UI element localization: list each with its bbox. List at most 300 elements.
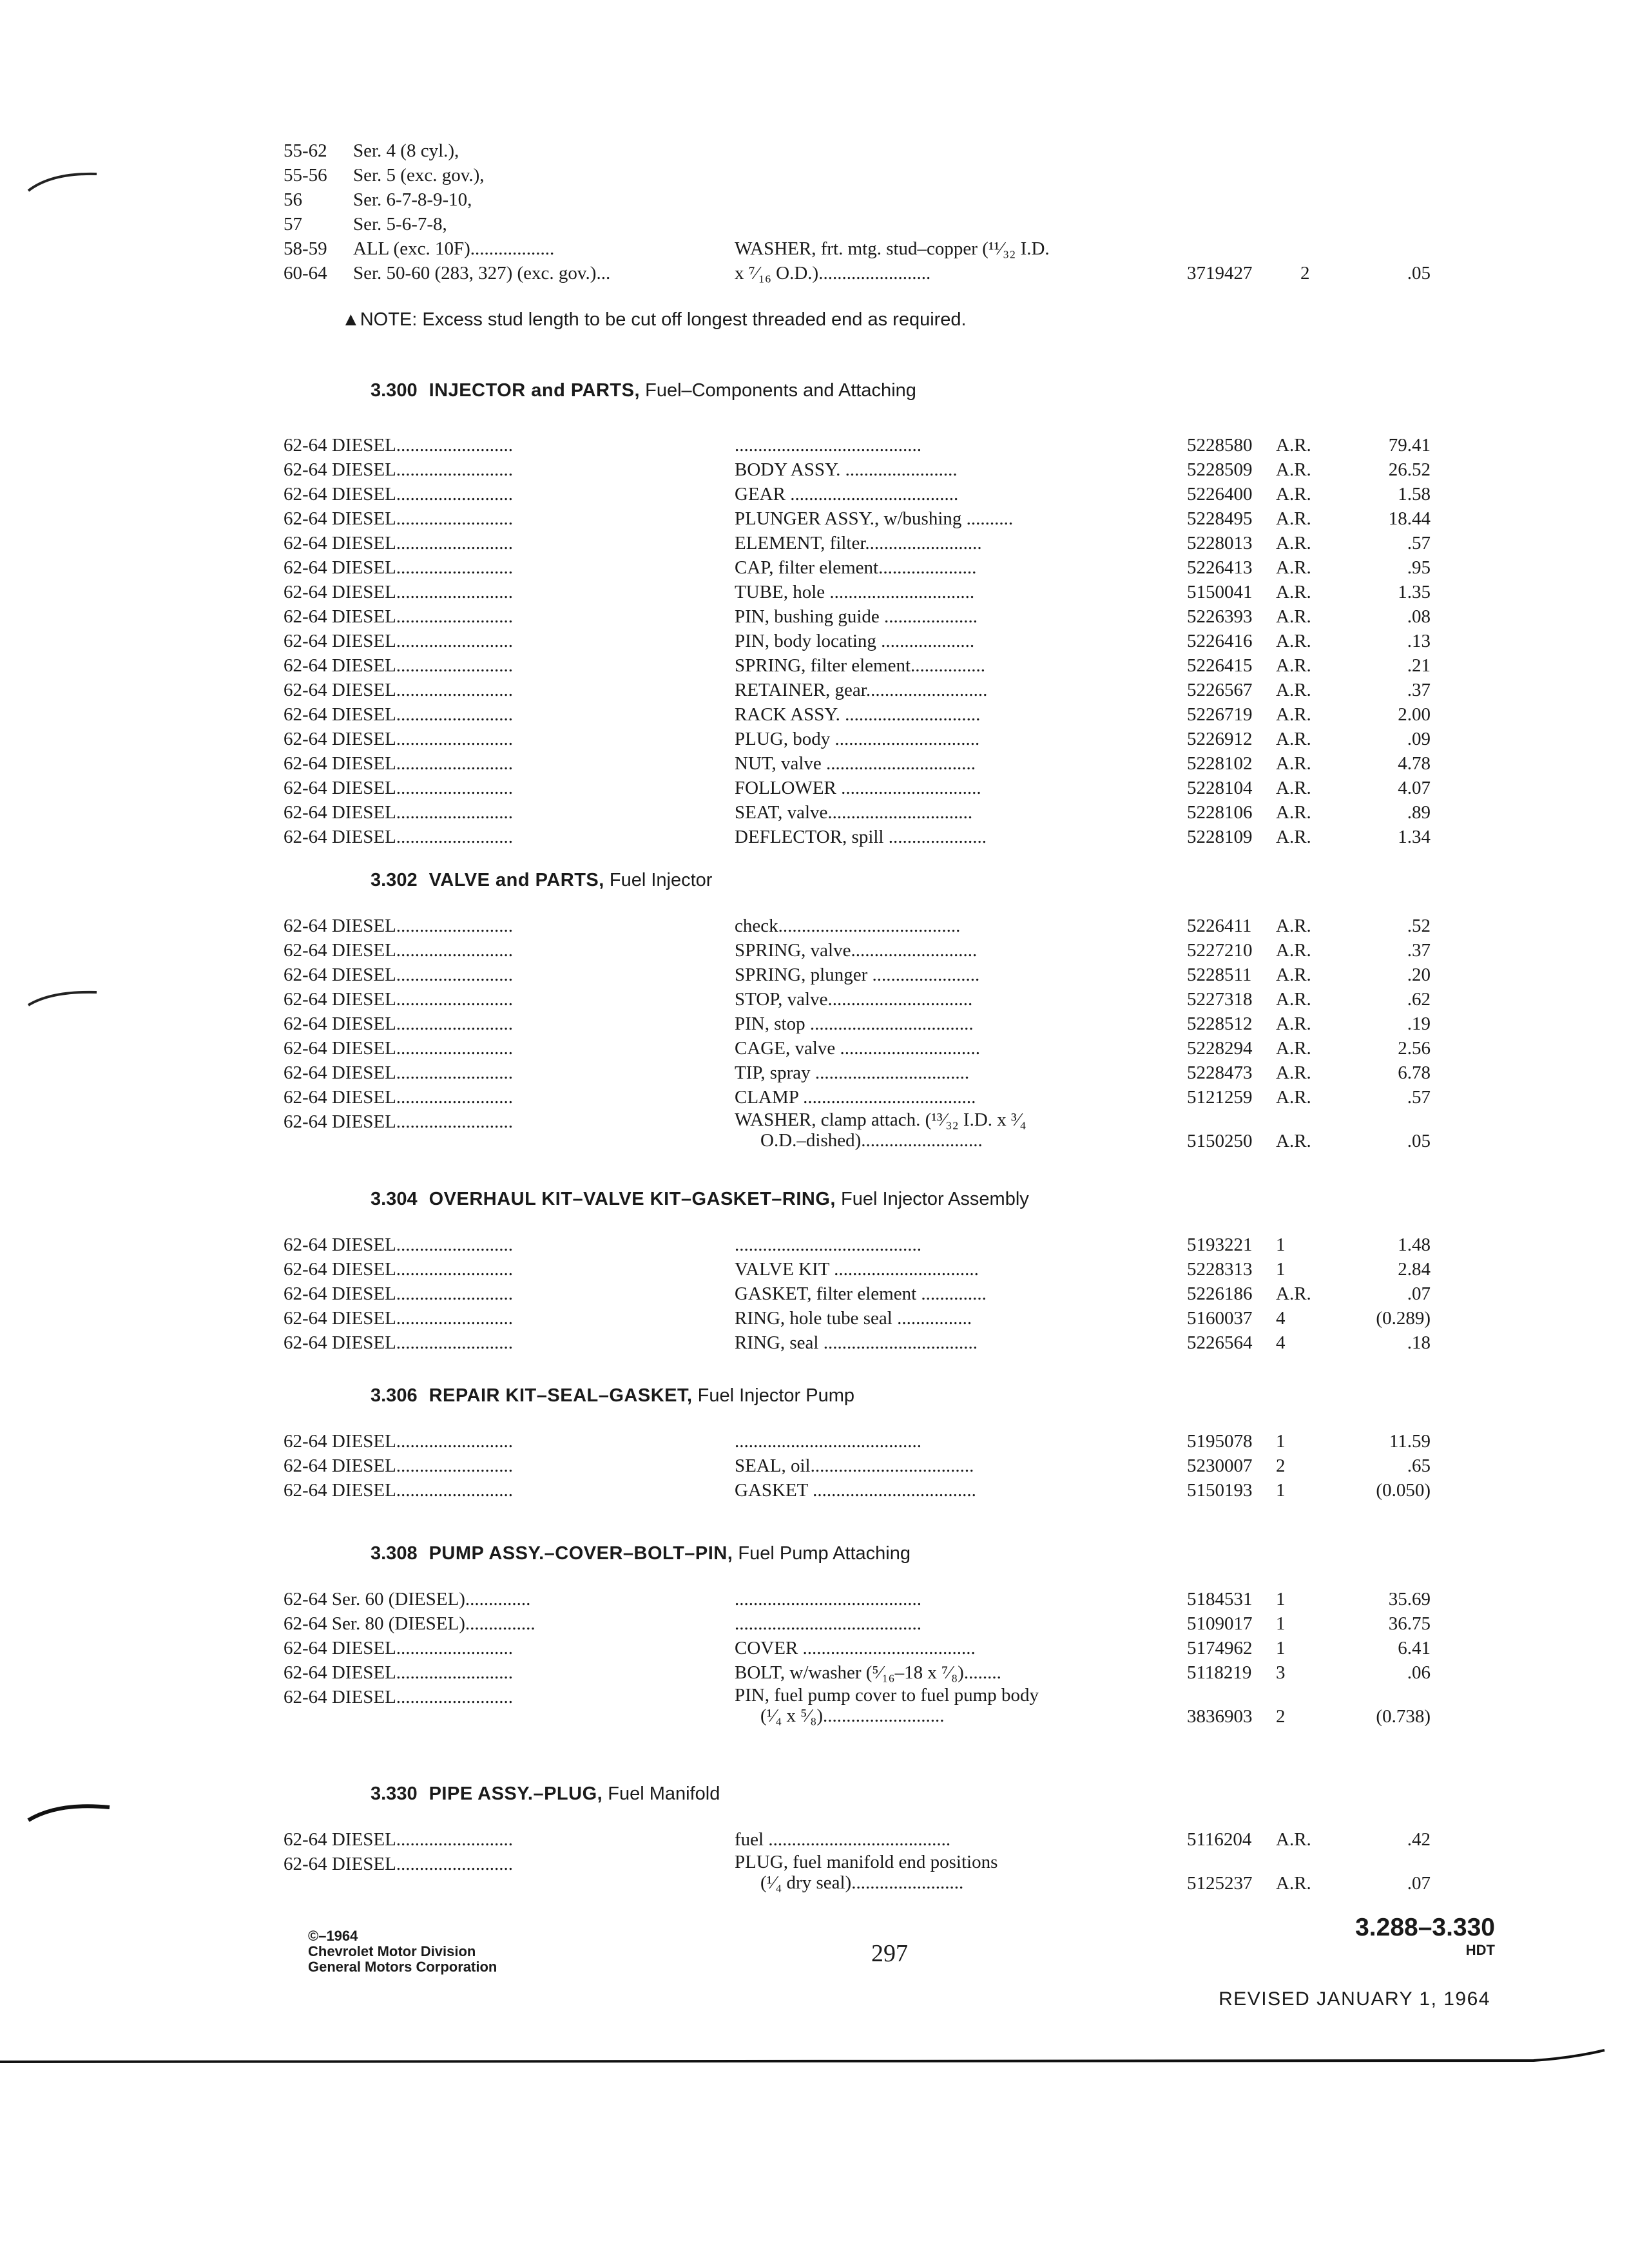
application: 62-64 DIESEL......................... <box>284 1308 514 1329</box>
part-row <box>284 433 1431 457</box>
margin-mark-top <box>26 169 103 195</box>
part-row <box>284 1685 1431 1727</box>
parts-list <box>284 1827 1431 1894</box>
part-row <box>284 531 1431 555</box>
model-series: Ser. 6-7-8-9-10, <box>353 189 472 210</box>
application: 62-64 DIESEL......................... <box>284 1111 514 1132</box>
part-number: 5121259 <box>1187 1087 1253 1108</box>
part-number: 5228104 <box>1187 778 1253 798</box>
description-line: DEFLECTOR, spill ..................... <box>735 827 987 847</box>
part-description <box>735 1331 1179 1355</box>
application: 62-64 DIESEL......................... <box>284 1431 514 1452</box>
description-line: ........................................ <box>735 435 921 456</box>
part-description <box>735 506 1179 531</box>
part-row <box>284 938 1431 963</box>
part-number: 5116204 <box>1187 1829 1252 1850</box>
quantity: 1 <box>1276 1431 1286 1452</box>
intro-row <box>284 163 1431 187</box>
part-description <box>735 678 1179 702</box>
price: 79.41 <box>1388 435 1431 456</box>
section-title: PUMP ASSY.–COVER–BOLT–PIN, <box>429 1543 733 1564</box>
publisher-block <box>308 1928 497 1975</box>
application: 62-64 DIESEL......................... <box>284 1283 514 1304</box>
part-number: 5160037 <box>1187 1308 1253 1329</box>
application: 62-64 DIESEL......................... <box>284 827 514 847</box>
part-row <box>284 1429 1431 1454</box>
description-line: FOLLOWER .............................. <box>735 778 981 798</box>
part-description <box>735 555 1179 580</box>
application: 62-64 DIESEL......................... <box>284 1456 514 1476</box>
quantity: 1 <box>1276 1480 1286 1501</box>
part-row <box>284 1306 1431 1331</box>
application: 62-64 DIESEL......................... <box>284 753 514 774</box>
price: .57 <box>1407 533 1431 553</box>
application: 62-64 DIESEL......................... <box>284 1480 514 1501</box>
part-description <box>735 1611 1179 1636</box>
section-number: 3.304 <box>371 1189 418 1209</box>
application: 62-64 DIESEL......................... <box>284 916 514 936</box>
part-number: 5228509 <box>1187 459 1253 480</box>
price: 4.78 <box>1398 753 1431 774</box>
part-description: x ⁷⁄₁₆ O.D.)........................ <box>735 263 931 284</box>
price: .95 <box>1407 557 1431 578</box>
part-number: 5230007 <box>1187 1456 1253 1476</box>
quantity: A.R. <box>1276 778 1311 798</box>
price: 18.44 <box>1388 508 1431 529</box>
part-row <box>284 1282 1431 1306</box>
part-description <box>735 653 1179 678</box>
description-line: GASKET ................................... <box>735 1480 976 1501</box>
price: .07 <box>1407 1873 1431 1894</box>
price: .05 <box>1407 263 1431 284</box>
description-line: GASKET, filter element .............. <box>735 1283 987 1304</box>
price: .19 <box>1407 1014 1431 1034</box>
model-series: ALL (exc. 10F).................. <box>353 238 555 259</box>
part-number: 5226411 <box>1187 916 1252 936</box>
description-line: TUBE, hole ............................... <box>735 582 975 602</box>
quantity: A.R. <box>1276 631 1311 651</box>
intro-row <box>284 212 1431 236</box>
price: (0.738) <box>1376 1706 1431 1727</box>
section-number: 3.308 <box>371 1543 418 1564</box>
part-number: 5150041 <box>1187 582 1253 602</box>
part-description <box>735 1085 1179 1110</box>
price: 1.35 <box>1398 582 1431 602</box>
part-number: 5226400 <box>1187 484 1253 505</box>
application: 62-64 DIESEL......................... <box>284 940 514 961</box>
part-row <box>284 1036 1431 1061</box>
part-number: 5184531 <box>1187 1589 1253 1610</box>
part-description <box>735 1306 1179 1331</box>
price: 4.07 <box>1398 778 1431 798</box>
quantity: A.R. <box>1276 1087 1311 1108</box>
quantity: 2 <box>1276 1456 1286 1476</box>
application: 62-64 DIESEL......................... <box>284 1854 514 1874</box>
price: 35.69 <box>1388 1589 1431 1610</box>
price: .57 <box>1407 1087 1431 1108</box>
part-row <box>284 629 1431 653</box>
quantity: 1 <box>1276 1589 1286 1610</box>
section-title: VALVE and PARTS, <box>429 870 604 890</box>
application: 62-64 DIESEL......................... <box>284 582 514 602</box>
part-number: 3719427 <box>1187 263 1253 284</box>
quantity: A.R. <box>1276 965 1311 985</box>
price: .07 <box>1407 1283 1431 1304</box>
part-description <box>735 938 1179 963</box>
description-line: NUT, valve ................................ <box>735 753 976 774</box>
part-number: 5226912 <box>1187 729 1253 749</box>
division-name: Chevrolet Motor Division <box>308 1943 476 1959</box>
part-row <box>284 1454 1431 1478</box>
intro-row <box>284 261 1431 285</box>
part-description <box>735 531 1179 555</box>
quantity: A.R. <box>1276 753 1311 774</box>
quantity: A.R. <box>1276 680 1311 700</box>
quantity: A.R. <box>1276 1038 1311 1059</box>
parts-list <box>284 1233 1431 1355</box>
section-number: 3.306 <box>371 1385 418 1406</box>
part-description <box>735 457 1179 482</box>
description-line: RACK ASSY. ............................. <box>735 704 981 725</box>
year-range: 55-62 <box>284 140 327 161</box>
part-row <box>284 604 1431 629</box>
description-line: SPRING, valve........................... <box>735 940 978 961</box>
description-line: PIN, stop ................................... <box>735 1014 974 1034</box>
part-description: WASHER, frt. mtg. stud–copper (¹¹⁄₃₂ I.D. <box>735 238 1050 259</box>
part-number: 5109017 <box>1187 1613 1253 1634</box>
section-subtitle: Fuel Manifold <box>602 1783 720 1804</box>
description-line: SEAT, valve............................... <box>735 802 973 823</box>
description-line: VALVE KIT ............................... <box>735 1259 979 1280</box>
revised-date: REVISED JANUARY 1, 1964 <box>1219 1988 1490 2010</box>
description-continuation: (¹⁄₄ x ⁵⁄₈).......................... <box>760 1706 945 1726</box>
price: .37 <box>1407 940 1431 961</box>
description-line: CAP, filter element..................... <box>735 557 977 578</box>
part-row <box>284 1110 1431 1152</box>
parts-list <box>284 914 1431 1152</box>
parts-list <box>284 1587 1431 1727</box>
quantity: A.R. <box>1276 916 1311 936</box>
part-number: 5228106 <box>1187 802 1253 823</box>
quantity: A.R. <box>1276 827 1311 847</box>
part-description <box>735 1636 1179 1660</box>
quantity: 1 <box>1276 1638 1286 1658</box>
price: .18 <box>1407 1332 1431 1353</box>
application: 62-64 DIESEL......................... <box>284 508 514 529</box>
price: 2.56 <box>1398 1038 1431 1059</box>
part-row <box>284 1012 1431 1036</box>
quantity: 2 <box>1276 1706 1286 1727</box>
application: 62-64 DIESEL......................... <box>284 1829 514 1850</box>
part-number: 5228512 <box>1187 1014 1253 1034</box>
description-line: check....................................... <box>735 916 961 936</box>
price: 26.52 <box>1388 459 1431 480</box>
part-row <box>284 506 1431 531</box>
quantity: A.R. <box>1276 940 1311 961</box>
part-description <box>735 825 1179 849</box>
description-line: ........................................ <box>735 1431 921 1452</box>
application: 62-64 DIESEL......................... <box>284 1332 514 1353</box>
part-row <box>284 702 1431 727</box>
application: 62-64 DIESEL......................... <box>284 459 514 480</box>
price: .09 <box>1407 729 1431 749</box>
application: 62-64 DIESEL......................... <box>284 631 514 651</box>
quantity: A.R. <box>1276 533 1311 553</box>
price: .13 <box>1407 631 1431 651</box>
part-number: 5150250 <box>1187 1131 1253 1151</box>
part-row <box>284 482 1431 506</box>
part-number: 5150193 <box>1187 1480 1253 1501</box>
price: .06 <box>1407 1662 1431 1683</box>
quantity: 4 <box>1276 1308 1286 1329</box>
application: 62-64 DIESEL......................... <box>284 989 514 1010</box>
description-line: ........................................ <box>735 1235 921 1255</box>
part-number: 5228102 <box>1187 753 1253 774</box>
part-row <box>284 1852 1431 1894</box>
part-description <box>735 580 1179 604</box>
section-title: OVERHAUL KIT–VALVE KIT–GASKET–RING, <box>429 1189 836 1209</box>
application: 62-64 Ser. 80 (DIESEL)............... <box>284 1613 535 1634</box>
part-description <box>735 1454 1179 1478</box>
model-series: Ser. 50-60 (283, 327) (exc. gov.)... <box>353 263 611 284</box>
description-line: SEAL, oil................................... <box>735 1456 974 1476</box>
application: 62-64 DIESEL......................... <box>284 965 514 985</box>
part-description <box>735 1282 1179 1306</box>
part-row <box>284 963 1431 987</box>
part-description <box>735 776 1179 800</box>
intro-row <box>284 236 1431 261</box>
section-subtitle: Fuel Injector Assembly <box>836 1189 1029 1209</box>
application: 62-64 Ser. 60 (DIESEL).............. <box>284 1589 531 1610</box>
price: 2.00 <box>1398 704 1431 725</box>
quantity: 2 <box>1300 263 1310 284</box>
description-line: ........................................ <box>735 1613 921 1634</box>
margin-mark-bottom <box>26 1801 116 1827</box>
part-number: 5125237 <box>1187 1873 1253 1894</box>
section-heading <box>371 1543 911 1564</box>
part-description <box>735 1478 1179 1503</box>
description-continuation: O.D.–dished).......................... <box>760 1130 983 1151</box>
part-number: 5174962 <box>1187 1638 1253 1658</box>
quantity: A.R. <box>1276 484 1311 505</box>
part-description <box>735 1061 1179 1085</box>
part-description <box>735 800 1179 825</box>
parts-list <box>284 433 1431 849</box>
copyright: ©–1964 <box>308 1928 358 1944</box>
part-description <box>735 1827 1179 1852</box>
part-row <box>284 678 1431 702</box>
application: 62-64 DIESEL......................... <box>284 1087 514 1108</box>
quantity: A.R. <box>1276 459 1311 480</box>
part-number: 5227318 <box>1187 989 1253 1010</box>
parts-list <box>284 1429 1431 1503</box>
description-line: PIN, body locating .................... <box>735 631 975 651</box>
quantity: A.R. <box>1276 729 1311 749</box>
part-number: 5228580 <box>1187 435 1253 456</box>
application: 62-64 DIESEL......................... <box>284 606 514 627</box>
range-sublabel: HDT <box>1465 1942 1495 1958</box>
part-number: 5228294 <box>1187 1038 1253 1059</box>
description-line: RETAINER, gear.......................... <box>735 680 988 700</box>
model-series: Ser. 5-6-7-8, <box>353 214 447 235</box>
description-line: RING, seal ................................. <box>735 1332 978 1353</box>
part-row <box>284 1233 1431 1257</box>
part-description <box>735 1587 1179 1611</box>
description-line: PLUNGER ASSY., w/bushing .......... <box>735 508 1014 529</box>
quantity: A.R. <box>1276 1131 1311 1151</box>
application: 62-64 DIESEL......................... <box>284 655 514 676</box>
price: .37 <box>1407 680 1431 700</box>
price: .62 <box>1407 989 1431 1010</box>
part-row <box>284 825 1431 849</box>
quantity: A.R. <box>1276 1283 1311 1304</box>
part-description <box>735 914 1179 938</box>
part-description <box>735 751 1179 776</box>
part-row <box>284 1061 1431 1085</box>
part-number: 5228013 <box>1187 533 1253 553</box>
quantity: A.R. <box>1276 1873 1311 1894</box>
part-number: 5226393 <box>1187 606 1253 627</box>
year-range: 55-56 <box>284 165 327 186</box>
section-subtitle: Fuel–Components and Attaching <box>640 380 916 401</box>
part-row <box>284 727 1431 751</box>
application: 62-64 DIESEL......................... <box>284 802 514 823</box>
quantity: 1 <box>1276 1259 1286 1280</box>
model-series: Ser. 4 (8 cyl.), <box>353 140 459 161</box>
part-number: 5195078 <box>1187 1431 1253 1452</box>
price: (0.289) <box>1376 1308 1431 1329</box>
quantity: A.R. <box>1276 802 1311 823</box>
section-range <box>1355 1914 1495 1959</box>
description-line: PIN, bushing guide .................... <box>735 606 978 627</box>
part-row <box>284 580 1431 604</box>
quantity: A.R. <box>1276 989 1311 1010</box>
quantity: A.R. <box>1276 606 1311 627</box>
part-number: 5228511 <box>1187 965 1252 985</box>
part-number: 5193221 <box>1187 1235 1253 1255</box>
price: .89 <box>1407 802 1431 823</box>
part-number: 5228313 <box>1187 1259 1253 1280</box>
description-line: BOLT, w/washer (⁵⁄₁₆–18 x ⁷⁄₈)........ <box>735 1662 1001 1683</box>
part-row <box>284 457 1431 482</box>
application: 62-64 DIESEL......................... <box>284 557 514 578</box>
part-description <box>735 963 1179 987</box>
part-description <box>735 1685 1179 1726</box>
price: 2.84 <box>1398 1259 1431 1280</box>
application: 62-64 DIESEL......................... <box>284 729 514 749</box>
part-description <box>735 1233 1179 1257</box>
intro-row <box>284 139 1431 163</box>
price: .65 <box>1407 1456 1431 1476</box>
quantity: 1 <box>1276 1235 1286 1255</box>
price: (0.050) <box>1376 1480 1431 1501</box>
quantity: A.R. <box>1276 1014 1311 1034</box>
part-row <box>284 1085 1431 1110</box>
quantity: A.R. <box>1276 655 1311 676</box>
part-description <box>735 482 1179 506</box>
stud-length-note: ▲NOTE: Excess stud length to be cut off longest threaded end as required. <box>342 309 967 330</box>
description-line: PLUG, fuel manifold end positions <box>735 1852 998 1872</box>
part-description <box>735 727 1179 751</box>
description-line: ELEMENT, filter......................... <box>735 533 982 553</box>
price: .52 <box>1407 916 1431 936</box>
section-subtitle: Fuel Injector <box>604 870 713 890</box>
part-number: 5228473 <box>1187 1062 1253 1083</box>
part-row <box>284 776 1431 800</box>
quantity: 1 <box>1276 1613 1286 1634</box>
price: .05 <box>1407 1131 1431 1151</box>
quantity: A.R. <box>1276 704 1311 725</box>
section-number: 3.300 <box>371 380 418 401</box>
part-number: 5226719 <box>1187 704 1253 725</box>
description-line: PIN, fuel pump cover to fuel pump body <box>735 1685 1039 1706</box>
part-row <box>284 653 1431 678</box>
year-range: 56 <box>284 189 302 210</box>
year-range: 60-64 <box>284 263 327 284</box>
description-line: TIP, spray ................................. <box>735 1062 970 1083</box>
part-row <box>284 1611 1431 1636</box>
corporation-name: General Motors Corporation <box>308 1959 497 1975</box>
price: 6.41 <box>1398 1638 1431 1658</box>
quantity: A.R. <box>1276 508 1311 529</box>
description-line: RING, hole tube seal ................ <box>735 1308 972 1329</box>
part-row <box>284 987 1431 1012</box>
part-number: 5228495 <box>1187 508 1253 529</box>
part-description <box>735 1110 1179 1151</box>
application: 62-64 DIESEL......................... <box>284 1062 514 1083</box>
part-description <box>735 1660 1179 1685</box>
part-row <box>284 751 1431 776</box>
application: 62-64 DIESEL......................... <box>284 1235 514 1255</box>
price: 6.78 <box>1398 1062 1431 1083</box>
model-series: Ser. 5 (exc. gov.), <box>353 165 485 186</box>
part-description <box>735 1429 1179 1454</box>
application: 62-64 DIESEL......................... <box>284 1662 514 1683</box>
part-row <box>284 800 1431 825</box>
quantity: 3 <box>1276 1662 1286 1683</box>
section-heading <box>371 1189 1029 1210</box>
part-number: 5118219 <box>1187 1662 1252 1683</box>
part-number: 5226567 <box>1187 680 1253 700</box>
part-description <box>735 1257 1179 1282</box>
section-number: 3.330 <box>371 1783 418 1804</box>
part-description <box>735 604 1179 629</box>
part-number: 5226564 <box>1187 1332 1253 1353</box>
section-subtitle: Fuel Pump Attaching <box>733 1543 911 1564</box>
application: 62-64 DIESEL......................... <box>284 484 514 505</box>
intro-block <box>284 139 1431 285</box>
description-line: CLAMP ..................................... <box>735 1087 976 1108</box>
description-line: SPRING, plunger ....................... <box>735 965 980 985</box>
description-line: ........................................ <box>735 1589 921 1610</box>
part-number: 5228109 <box>1187 827 1253 847</box>
section-heading <box>371 1385 854 1407</box>
range-label: 3.288–3.330 <box>1355 1914 1495 1941</box>
section-title: REPAIR KIT–SEAL–GASKET, <box>429 1385 693 1406</box>
part-row <box>284 1331 1431 1355</box>
part-description <box>735 1852 1179 1893</box>
section-heading <box>371 1783 720 1805</box>
description-continuation: (¹⁄₄ dry seal)........................ <box>760 1872 964 1893</box>
part-number: 5227210 <box>1187 940 1253 961</box>
application: 62-64 DIESEL......................... <box>284 704 514 725</box>
quantity: A.R. <box>1276 435 1311 456</box>
section-title: INJECTOR and PARTS, <box>429 380 641 401</box>
description-line: SPRING, filter element................ <box>735 655 986 676</box>
year-range: 58-59 <box>284 238 327 259</box>
application: 62-64 DIESEL......................... <box>284 1038 514 1059</box>
part-row <box>284 1478 1431 1503</box>
